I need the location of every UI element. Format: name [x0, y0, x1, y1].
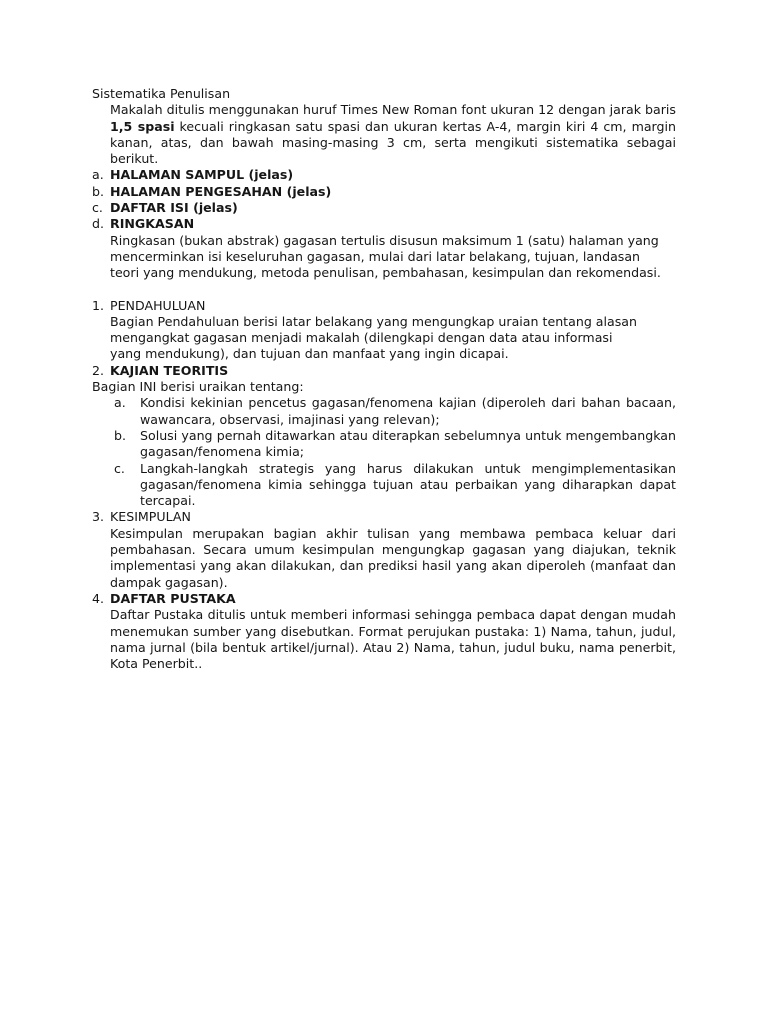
- intro-text-after-bold: kecuali ringkasan satu spasi dan ukuran kertas A-4, margin kiri 4 cm, margin kanan, atas, dan bawah masing-masing 3 cm, serta mengikuti sistematika sebagai berikut.: [110, 118, 676, 167]
- list-item: [112, 428, 676, 461]
- lettered-item-marker: d.: [92, 216, 104, 232]
- list-item-marker: b.: [114, 427, 126, 443]
- document-page: [92, 86, 676, 672]
- list-item-marker: a.: [114, 395, 126, 411]
- section-gap: [92, 282, 676, 298]
- lettered-item-label: RINGKASAN: [110, 216, 195, 232]
- lettered-item-a: [92, 167, 676, 183]
- lettered-item-label: DAFTAR ISI (jelas): [110, 200, 238, 216]
- pendahuluan-line: yang mendukung), dan tujuan dan manfaat yang ingin dicapai.: [110, 346, 509, 362]
- kajian-sub-list: [92, 395, 676, 509]
- list-item-text: Solusi yang pernah ditawarkan atau diterapkan sebelumnya untuk mengembangkan gagasan/fenomena kimia;: [140, 427, 676, 460]
- lettered-item-label: HALAMAN PENGESAHAN (jelas): [110, 183, 332, 199]
- list-item: [112, 461, 676, 510]
- list-item-marker: c.: [114, 460, 125, 476]
- lettered-item-label: HALAMAN SAMPUL (jelas): [110, 167, 294, 183]
- daftar-pustaka-paragraph: Daftar Pustaka ditulis untuk memberi informasi sehingga pembaca dapat dengan mudah menemukan sumber yang disebutkan. Format perujukan pustaka: 1) Nama, tahun, judul, nama jurnal (bila bentuk artikel/jurnal). Atau 2) Nama, tahun, judul buku, nama penerbit, Kota Penerbit..: [110, 607, 676, 672]
- section-number: 2.: [92, 362, 105, 378]
- ringkasan-line: mencerminkan isi keseluruhan gagasan, mulai dari latar belakang, tujuan, landasan: [110, 248, 641, 264]
- ringkasan-paragraph: [92, 233, 676, 282]
- section-number: 4.: [92, 590, 105, 606]
- lettered-item-d: [92, 216, 676, 232]
- section-heading-kesimpulan: [92, 509, 676, 525]
- lettered-item-c: [92, 200, 676, 216]
- kesimpulan-paragraph: Kesimpulan merupakan bagian akhir tulisan yang membawa pembaca keluar dari pembahasan. Secara umum kesimpulan mengungkap gagasan yang diajukan, teknik implementasi yang akan dilakukan, dan prediksi hasil yang akan diperoleh (manfaat dan dampak gagasan).: [110, 525, 676, 590]
- list-item-text: Langkah-langkah strategis yang harus dilakukan untuk mengimplementasikan gagasan/fenomena kimia sehingga tujuan atau perbaikan yang diharapkan dapat tercapai.: [140, 460, 676, 509]
- lettered-item-marker: b.: [92, 183, 104, 199]
- intro-paragraph: [92, 102, 676, 167]
- lettered-item-marker: c.: [92, 200, 103, 216]
- pendahuluan-paragraph: [92, 314, 676, 363]
- section-number: 3.: [92, 509, 105, 525]
- section-number: 1.: [92, 297, 105, 313]
- section-heading-pendahuluan: [92, 298, 676, 314]
- section-heading-daftar-pustaka: [92, 591, 676, 607]
- intro-text-before-bold: Makalah ditulis menggunakan huruf Times New Roman font ukuran 12 dengan jarak baris: [110, 102, 676, 118]
- list-item: [112, 395, 676, 428]
- page-title: Sistematika Penulisan: [92, 86, 231, 101]
- section-heading-text: KAJIAN TEORITIS: [110, 362, 229, 378]
- lettered-item-marker: a.: [92, 167, 104, 183]
- section-heading-text: KESIMPULAN: [110, 509, 191, 525]
- section-heading-text: PENDAHULUAN: [110, 297, 206, 313]
- section-heading-kajian-teoritis: [92, 363, 676, 379]
- pendahuluan-line: mengangkat gagasan menjadi makalah (dilengkapi dengan data atau informasi: [110, 330, 613, 346]
- kajian-intro: Bagian INI berisi uraikan tentang:: [92, 379, 304, 395]
- pendahuluan-line: Bagian Pendahuluan berisi latar belakang yang mengungkap uraian tentang alasan: [110, 313, 638, 329]
- intro-bold-spacing: 1,5 spasi: [110, 118, 175, 134]
- section-heading-text: DAFTAR PUSTAKA: [110, 590, 236, 606]
- ringkasan-line: teori yang mendukung, metoda penulisan, pembahasan, kesimpulan dan rekomendasi.: [110, 265, 661, 281]
- lettered-item-b: [92, 184, 676, 200]
- ringkasan-line: Ringkasan (bukan abstrak) gagasan tertulis disusun maksimum 1 (satu) halaman yang: [110, 232, 659, 248]
- list-item-text: Kondisi kekinian pencetus gagasan/fenomena kajian (diperoleh dari bahan bacaan, wawancara, observasi, imajinasi yang relevan);: [140, 395, 676, 427]
